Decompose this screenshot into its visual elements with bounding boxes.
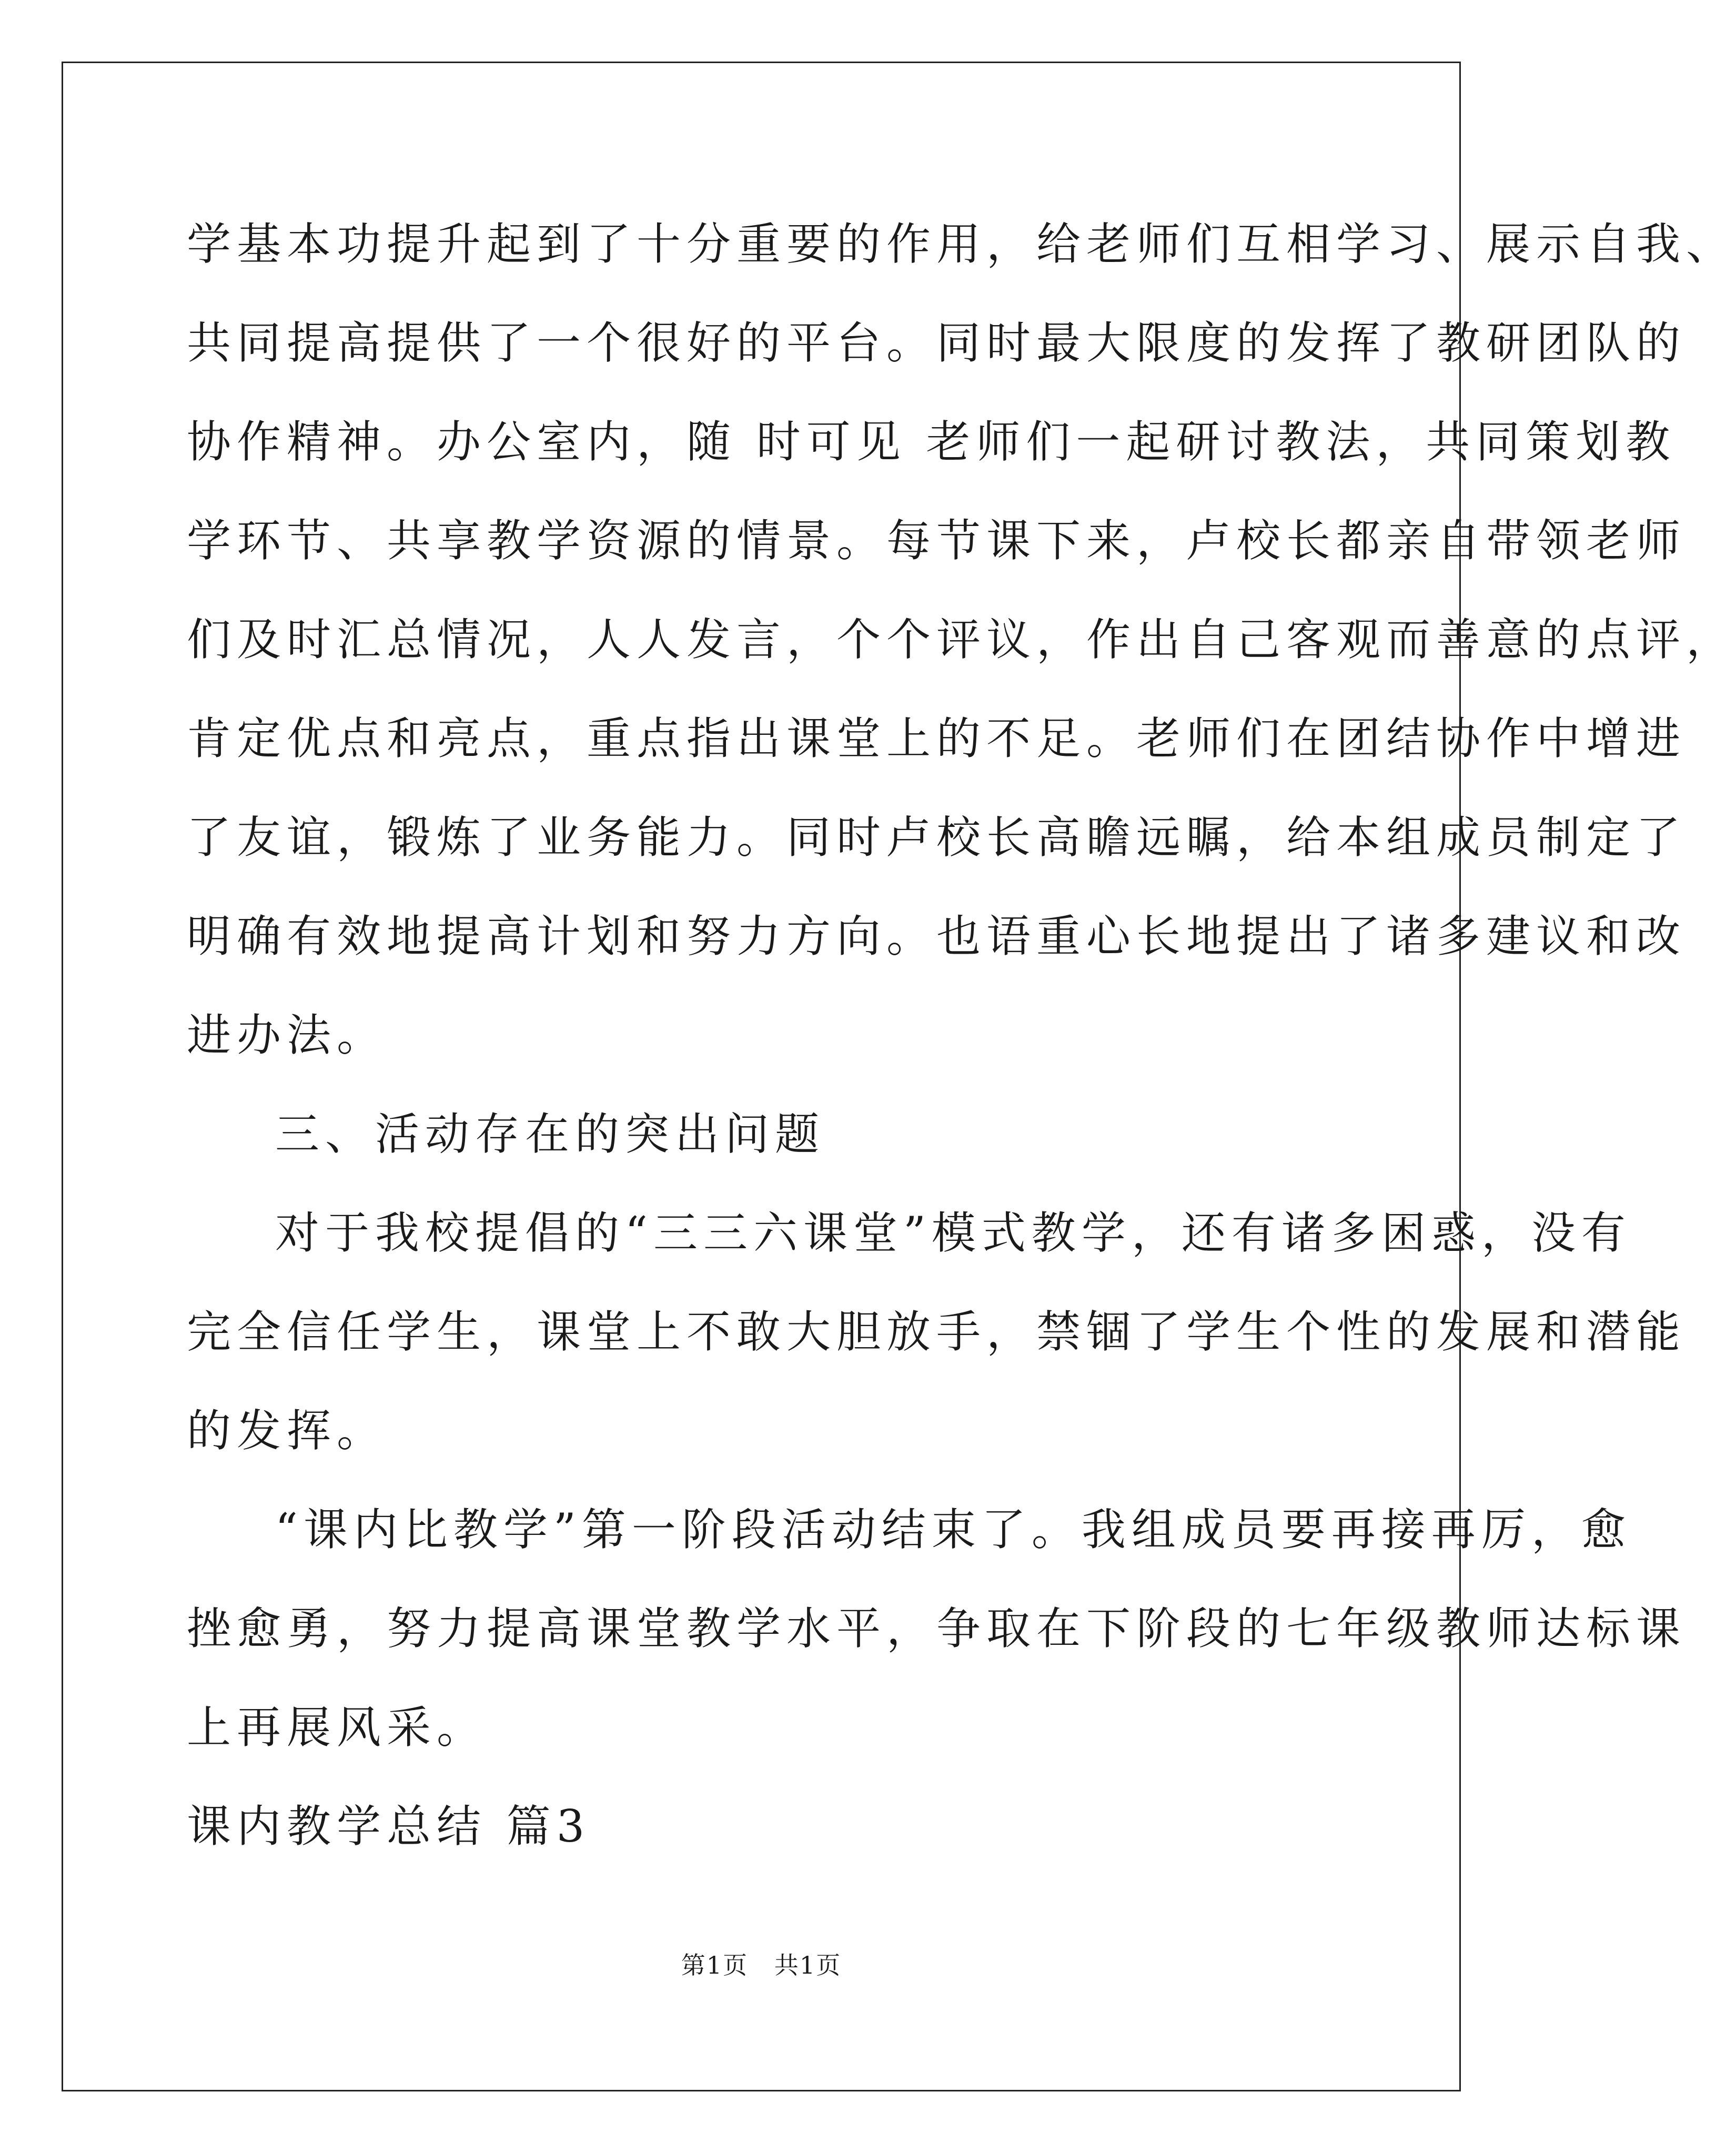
text-line: 进办法。 [187,1009,387,1061]
text-line: 明确有效地提高计划和努力方向。也语重心长地提出了诸多建议和改 [187,911,1687,962]
text-line: 们及时汇总情况，人人发言，个个评议，作出自己客观而善意的点评， [187,614,1736,665]
page-footer [0,1946,1522,1981]
page-number-label: 第1页 共1页 [681,1951,842,1979]
document-body [187,195,1736,1876]
text-line: 学基本功提升起到了十分重要的作用，给老师们互相学习、展示自我、 [187,218,1736,270]
text-line: 学环节、共享教学资源的情景。每节课下来，卢校长都亲自带领老师 [187,515,1687,567]
article-title: 课内教学总结 篇3 [187,1801,591,1852]
section-heading: 三、活动存在的突出问题 [275,1108,825,1160]
text-line: 共同提高提供了一个很好的平台。同时最大限度的发挥了教研团队的 [187,317,1687,369]
text-line: 肯定优点和亮点，重点指出课堂上的不足。老师们在团结协作中增进 [187,713,1687,764]
text-line: 协作精神。办公室内，随 时可见 老师们一起研讨教法，共同策划教 [187,416,1676,468]
text-line: “课内比教学”第一阶段活动结束了。我组成员要再接再厉，愈 [275,1504,1631,1555]
text-line: 上再展风采。 [187,1702,487,1753]
text-line: 了友谊，锻炼了业务能力。同时卢校长高瞻远瞩，给本组成员制定了 [187,812,1687,863]
text-line: 对于我校提倡的“三三六课堂”模式教学，还有诸多困惑，没有 [275,1207,1631,1259]
text-line: 的发挥。 [187,1405,387,1457]
text-line: 挫愈勇，努力提高课堂教学水平，争取在下阶段的七年级教师达标课 [187,1603,1687,1654]
text-line: 完全信任学生，课堂上不敢大胆放手，禁锢了学生个性的发展和潜能 [187,1306,1687,1358]
